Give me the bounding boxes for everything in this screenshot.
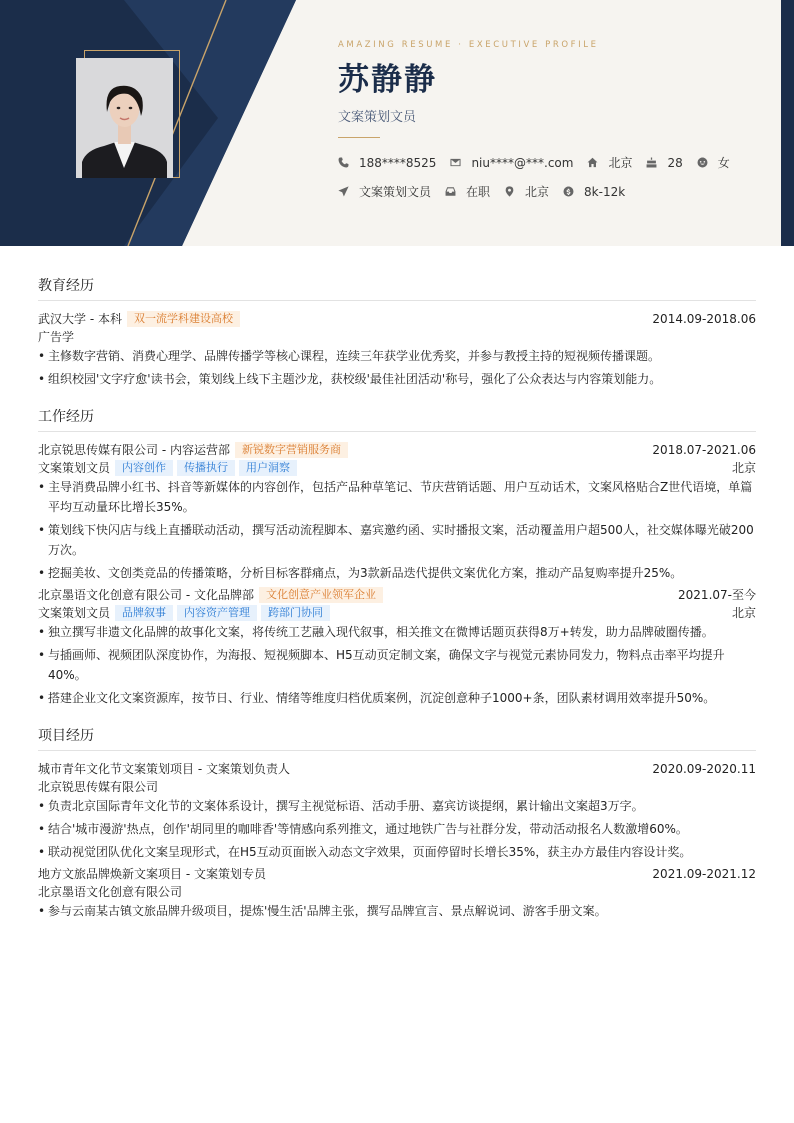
project-org: 北京锐思传媒有限公司 xyxy=(38,780,159,794)
bullet-item: • 参与云南某古镇文旅品牌升级项目，提炼'慢生活'品牌主张，撰写品牌宣言、景点解说词、游客手册文案。 xyxy=(38,901,756,921)
candidate-name: 苏静静 xyxy=(338,62,437,98)
header-tagline: AMAZING RESUME · EXECUTIVE PROFILE xyxy=(338,40,599,50)
project-bullets xyxy=(38,901,756,921)
job-position-text: 文案策划文员 xyxy=(359,185,432,199)
education-major-row xyxy=(38,328,756,346)
profile-photo xyxy=(76,58,173,178)
education-bullets xyxy=(38,346,756,389)
work-role-row xyxy=(38,459,756,477)
education-entry-left xyxy=(38,310,240,328)
resume-header xyxy=(0,0,794,246)
phone-icon xyxy=(338,157,349,168)
education-section-title: 教育经历 xyxy=(38,276,756,301)
bullet-item: • 与插画师、视频团队深度协作，为海报、短视频脚本、H5互动页定制文案，确保文字与视觉元素协同发力，物料点击率平均提升40%。 xyxy=(38,645,756,685)
project-org-row xyxy=(38,883,756,901)
project-name: 地方文旅品牌焕新文案项目 - 文案策划专员 xyxy=(38,867,266,881)
project-entry xyxy=(38,865,756,921)
project-date: 2021.09-2021.12 xyxy=(652,867,756,881)
work-company-tag: 文化创意产业领军企业 xyxy=(259,587,383,603)
job-city xyxy=(504,183,549,200)
skill-tag: 用户洞察 xyxy=(239,460,297,476)
mail-icon xyxy=(450,157,461,168)
bullet-item: • 主修数字营销、消费心理学、品牌传播学等核心课程，连续三年获学业优秀奖，并参与教授主持的短视频传播课题。 xyxy=(38,346,756,366)
skill-tag: 传播执行 xyxy=(177,460,235,476)
skill-tag: 内容资产管理 xyxy=(177,605,257,621)
project-entry xyxy=(38,760,756,862)
job-status-text: 在职 xyxy=(466,185,491,199)
salary-icon xyxy=(563,186,574,197)
project-date: 2020.09-2020.11 xyxy=(652,762,756,776)
bullet-item: • 策划线下快闪店与线上直播联动活动，撰写活动流程脚本、嘉宾邀约函、实时播报文案，活动覆盖用户超500人，社交媒体曝光破200万次。 xyxy=(38,520,756,560)
skill-tag: 跨部门协同 xyxy=(261,605,330,621)
bullet-item: • 搭建企业文化文案资源库，按节日、行业、情绪等维度归档优质案例，沉淀创意种子1000+条，团队素材调用效率提升50%。 xyxy=(38,688,756,708)
work-role-row xyxy=(38,604,756,622)
bullet-item: • 挖掘美妆、文创类竞品的传播策略，分析目标客群痛点，为3款新品迭代提供文案优化方案，推动产品复购率提升25%。 xyxy=(38,563,756,583)
work-role-left xyxy=(38,459,297,477)
send-icon xyxy=(338,186,349,197)
work-entry xyxy=(38,441,756,583)
work-bullets xyxy=(38,477,756,583)
work-entry-header xyxy=(38,586,756,604)
bullet-item: • 负责北京国际青年文化节的文案体系设计，撰写主视觉标语、活动手册、嘉宾访谈提纲，累计输出文案超3万字。 xyxy=(38,796,756,816)
work-entry-header xyxy=(38,441,756,459)
contact-age xyxy=(646,156,682,170)
job-salary-text: 8k-12k xyxy=(584,184,626,199)
education-date: 2014.09-2018.06 xyxy=(652,312,756,326)
work-entry xyxy=(38,586,756,708)
work-section-title: 工作经历 xyxy=(38,407,756,432)
project-name: 城市青年文化节文案策划项目 - 文案策划负责人 xyxy=(38,762,290,776)
gold-divider xyxy=(338,137,380,138)
work-company: 北京锐思传媒有限公司 - 内容运营部 xyxy=(38,443,230,457)
projects-section-title: 项目经历 xyxy=(38,726,756,751)
location-pin-icon xyxy=(504,186,515,197)
candidate-title: 文案策划文员 xyxy=(338,110,417,125)
project-entry-header xyxy=(38,865,756,883)
project-org: 北京墨语文化创意有限公司 xyxy=(38,885,183,899)
contact-phone-text: 188****8525 xyxy=(359,155,437,170)
home-icon xyxy=(587,157,598,168)
work-role-left xyxy=(38,604,330,622)
education-entry-header xyxy=(38,310,756,328)
contact-email xyxy=(450,156,573,170)
work-company: 北京墨语文化创意有限公司 - 文化品牌部 xyxy=(38,588,254,602)
work-city: 北京 xyxy=(731,606,756,620)
inbox-icon xyxy=(445,186,456,197)
gender-icon xyxy=(697,157,708,168)
cake-icon xyxy=(646,157,657,168)
education-entry xyxy=(38,310,756,389)
education-school-tag: 双一流学科建设高校 xyxy=(127,311,240,327)
header-right-bar xyxy=(781,0,794,246)
contact-row xyxy=(338,154,768,171)
work-role: 文案策划文员 xyxy=(38,606,111,620)
work-city: 北京 xyxy=(731,461,756,475)
job-status xyxy=(445,183,490,200)
projects-section xyxy=(38,726,756,921)
work-company-tag: 新锐数字营销服务商 xyxy=(235,442,348,458)
bullet-item: • 主导消费品牌小红书、抖音等新媒体的内容创作，包括产品种草笔记、节庆营销话题、用户互动话术，文案风格贴合Z世代语境，单篇平均互动量环比增长35%。 xyxy=(38,477,756,517)
job-city-text: 北京 xyxy=(525,185,550,199)
bullet-item: • 独立撰写非遗文化品牌的故事化文案，将传统工艺融入现代叙事，相关推文在微博话题页获得8万+转发，助力品牌破圈传播。 xyxy=(38,622,756,642)
work-date: 2018.07-2021.06 xyxy=(652,443,756,457)
education-school: 武汉大学 - 本科 xyxy=(38,312,122,326)
work-date: 2021.07-至今 xyxy=(678,588,756,602)
work-bullets xyxy=(38,622,756,708)
project-entry-header xyxy=(38,760,756,778)
resume-content xyxy=(38,276,756,939)
work-entry-left xyxy=(38,586,383,604)
bullet-item: • 联动视觉团队优化文案呈现形式，在H5互动页面嵌入动态文字效果，页面停留时长增长35%，获主办方最佳内容设计奖。 xyxy=(38,842,756,862)
skill-tag: 品牌叙事 xyxy=(115,605,173,621)
contact-age-text: 28 xyxy=(667,155,683,170)
header-text-block xyxy=(338,40,768,200)
job-salary xyxy=(563,185,625,199)
project-org-row xyxy=(38,778,756,796)
bullet-item: • 组织校园'文字疗愈'读书会，策划线上线下主题沙龙，获校级'最佳社团活动'称号，强化了公众表达与内容策划能力。 xyxy=(38,369,756,389)
bullet-item: • 结合'城市漫游'热点，创作'胡同里的咖啡香'等情感向系列推文，通过地铁广告与社群分发，带动活动报名人数激增60%。 xyxy=(38,819,756,839)
contact-gender-text: 女 xyxy=(717,156,730,170)
work-role: 文案策划文员 xyxy=(38,461,111,475)
education-section xyxy=(38,276,756,389)
contact-city-text: 北京 xyxy=(608,156,633,170)
contact-phone xyxy=(338,156,436,170)
job-position xyxy=(338,183,431,200)
skill-tag: 内容创作 xyxy=(115,460,173,476)
contact-city xyxy=(587,154,632,171)
contact-email-text: niu****@***.com xyxy=(471,155,574,170)
project-bullets xyxy=(38,796,756,862)
education-major: 广告学 xyxy=(38,330,75,344)
job-intent-row xyxy=(338,183,768,200)
work-section xyxy=(38,407,756,708)
contact-gender xyxy=(697,154,730,171)
work-entry-left xyxy=(38,441,348,459)
